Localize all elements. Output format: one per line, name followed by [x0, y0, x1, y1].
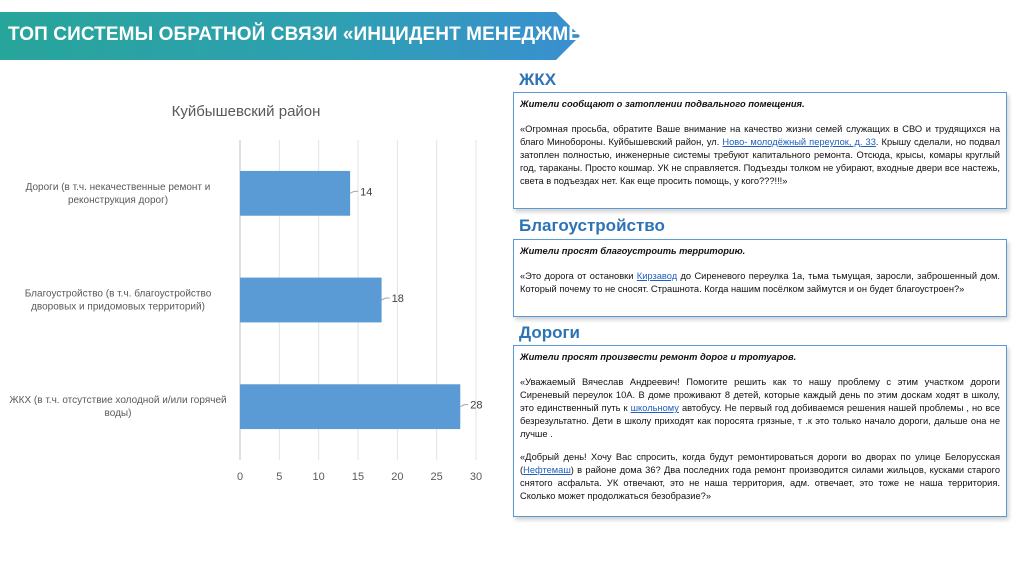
x-tick-label: 0 — [236, 471, 244, 483]
value-label: 18 — [391, 293, 404, 305]
x-tick-label: 10 — [312, 471, 325, 483]
bar-chart — [0, 90, 500, 510]
value-leader-line — [460, 405, 468, 407]
card-lead: Жители просят благоустроить территорию. — [520, 246, 746, 256]
inline-link[interactable]: Нефтемаш — [523, 465, 571, 475]
card-body — [520, 376, 1000, 503]
card-lead: Жители просят произвести ремонт дорог и тротуаров. — [520, 352, 797, 362]
complaint-card-blagoustroystvo — [513, 239, 1007, 317]
chart-x-ticks — [237, 471, 482, 483]
x-tick-label: 15 — [351, 471, 365, 483]
quote-paragraph: «Огромная просьба, обратите Ваше внимание на качество жизни семей служащих в СВО и трудящихся на благо Минобороны. Куйбышевский район, ул. Ново- молодёжный переулок, д. 33. Крышу сделали, но подвал затоплен полностью, инженерные системы требуют капитального ремонта. Отсюда, крысы, комары круглый год, тараканы. Просто кошмар. УК не справляется. Подъезды толком не убирают, входные двери все настежь, света в подъездах нет. Как еще просить помощь, у кого???!!!» — [520, 124, 1000, 186]
complaint-card-dorogi — [513, 345, 1007, 517]
value-leader-line — [350, 191, 358, 193]
quote-paragraph: «Добрый день! Хочу Вас спросить, когда будут ремонтироваться дороги во дворах по улице Белорусская (Нефтемаш) в районе дома 36? Два последних года ремонт производится силами жильцов, кусками старого снятого асфальта. УК отвечают, это не наша территория, адм. отвечает, это тоже не наша территория. Сколько может продолжаться безобразие?» — [520, 452, 1000, 501]
section-heading-zhkh: ЖКХ — [519, 70, 557, 89]
bar — [240, 278, 382, 323]
chart-bars — [240, 171, 460, 429]
category-label: Дороги (в т.ч. некачественные ремонт и реконструкция дорог) — [25, 181, 211, 206]
quote-paragraph: «Уважаемый Вячеслав Андреевич! Помогите решить как то нашу проблему с этим участком дороги Сиреневый переулок 10А. В доме проживают 8 детей, которые каждый день по этим доскам ходят в школу, это единственный путь к школьному автобусу. Не первый год добиваемся решения нашей проблемы , но все безрезультатно. Дети в школу приходят как поросята грязные, т .к это только начало дороги, дальше она не лучше . — [520, 377, 1000, 439]
value-leader-line — [382, 298, 390, 300]
value-label: 28 — [470, 399, 483, 412]
card-body — [520, 123, 1000, 188]
category-label: Благоустройство (в т.ч. благоустройство дворовых и придомовых территорий) — [24, 288, 212, 313]
inline-link[interactable]: Ново- молодёжный переулок, д. 33 — [722, 137, 876, 147]
quote-paragraph: «Это дорога от остановки Кирзавод до Сиреневого переулка 1а, тьма тьмущая, заросли, заброшенный дом. Который почему то не сносят. Страшнота. Когда нашим посёлком займутся и он будет благоустроен?» — [520, 271, 1000, 294]
card-body — [520, 270, 1000, 296]
section-heading-blagoustroystvo: Благоустройство — [519, 216, 665, 235]
chart-title: Куйбышевский район — [171, 103, 321, 120]
x-tick-label: 30 — [469, 471, 483, 483]
category-label: ЖКХ (в т.ч. отсутствие холодной и/или горячей воды) — [9, 395, 227, 420]
value-label: 14 — [360, 186, 373, 199]
x-tick-label: 5 — [276, 471, 283, 483]
inline-link[interactable]: школьному — [630, 403, 679, 413]
x-tick-label: 20 — [391, 471, 404, 483]
x-tick-label: 25 — [430, 471, 443, 483]
chart-categories — [9, 182, 226, 419]
header-banner — [0, 12, 618, 60]
bar — [240, 384, 460, 429]
card-lead: Жители сообщают о затоплении подвального помещения. — [520, 99, 805, 109]
section-heading-dorogi: Дороги — [519, 323, 581, 342]
inline-link[interactable]: Кирзавод — [636, 271, 678, 281]
complaint-card-zhkh — [513, 92, 1007, 209]
bar — [240, 171, 350, 216]
page-title: ТОП СИСТЕМЫ ОБРАТНОЙ СВЯЗИ «ИНЦИДЕНТ МЕНЕДЖМЕНТ» — [8, 24, 618, 45]
